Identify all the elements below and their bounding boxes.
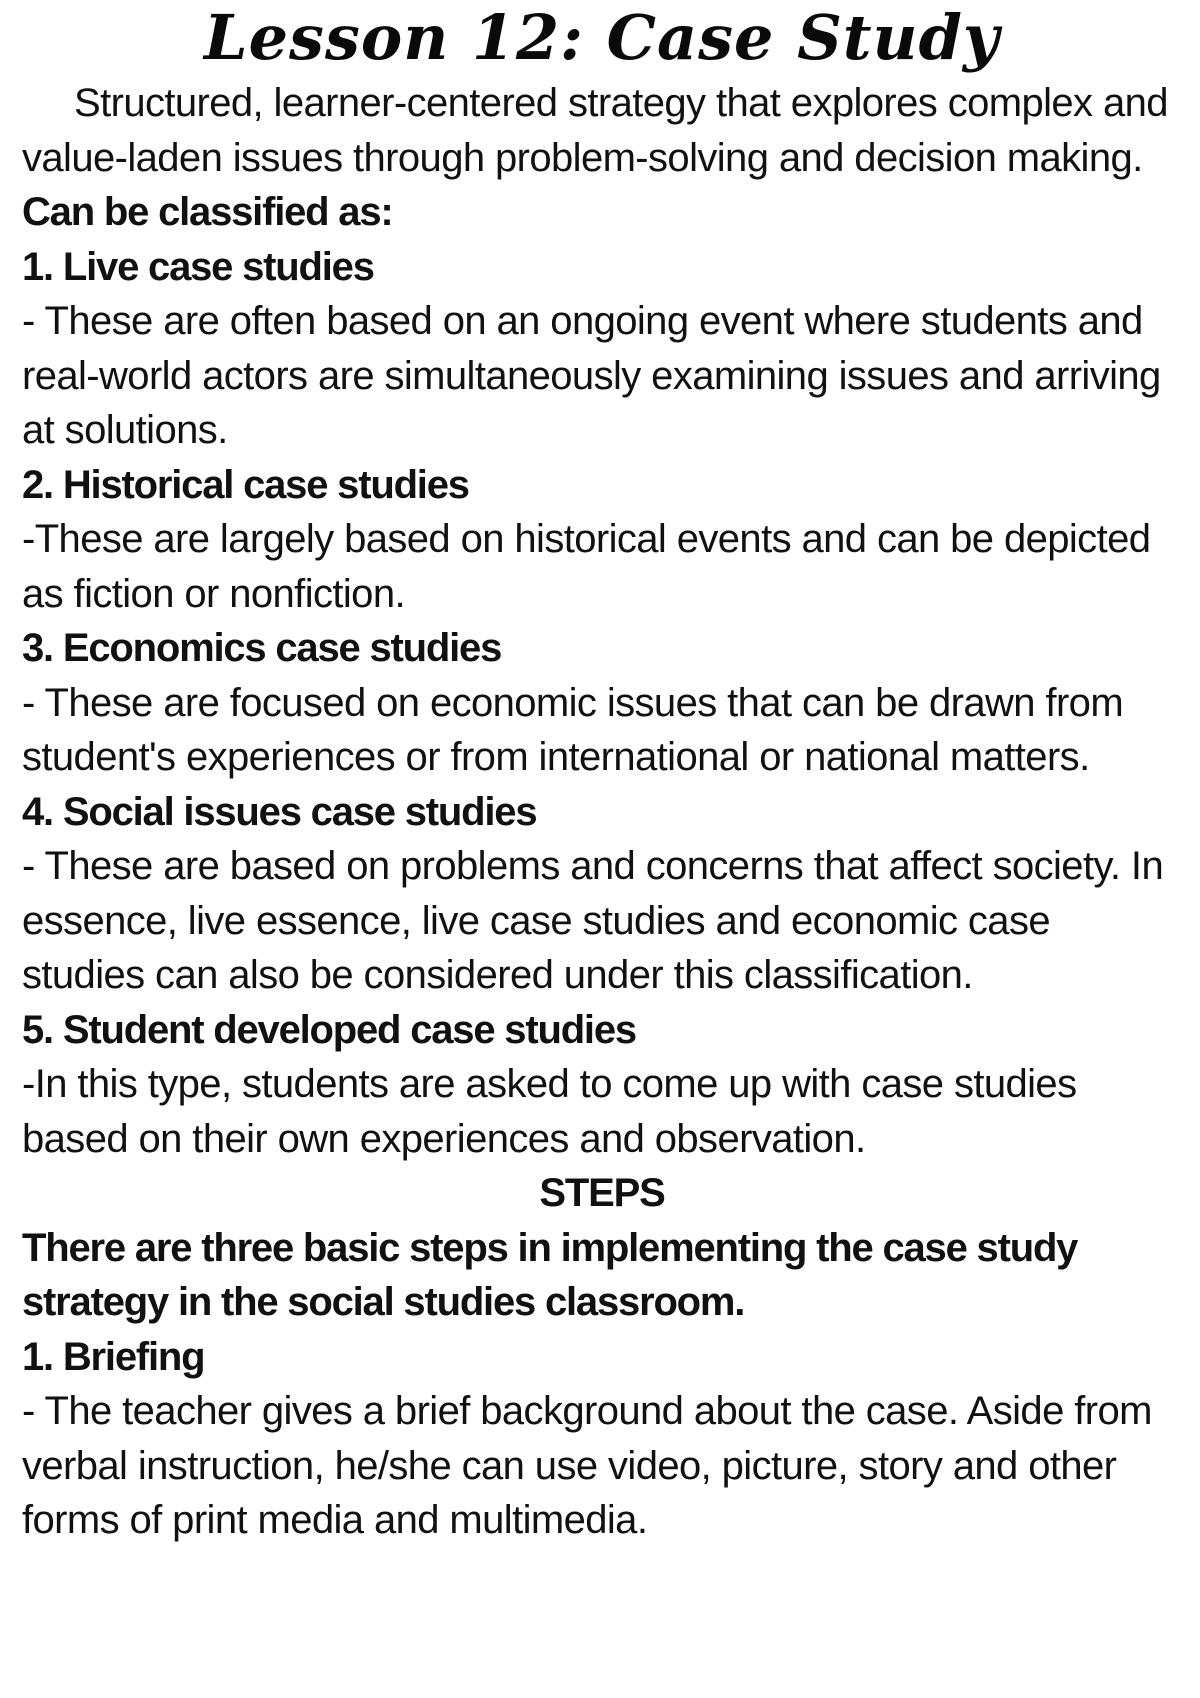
type-heading-economics: 3. Economics case studies	[22, 626, 502, 670]
document-page	[22, 0, 1182, 1548]
type-heading-historical: 2. Historical case studies	[22, 462, 469, 507]
steps-heading: STEPS	[539, 1171, 665, 1215]
step-heading-briefing: 1. Briefing	[22, 1334, 205, 1379]
type-description-student-developed: -In this type, students are asked to come up with case studies based on their own experiences and observation.	[22, 1062, 1077, 1161]
type-heading-student-developed: 5. Student developed case studies	[22, 1007, 636, 1052]
steps-intro: There are three basic steps in implementing the case study strategy in the social studies classroom.	[22, 1225, 1078, 1324]
lesson-title: Lesson 12: Case Study	[204, 1, 1000, 74]
type-description-economics: - These are focused on economic issues that can be drawn from student's experiences or from international or national matters.	[22, 680, 1124, 779]
type-heading-live: 1. Live case studies	[22, 244, 374, 289]
classification-heading: Can be classified as:	[22, 190, 393, 234]
type-description-historical: -These are largely based on historical events and can be depicted as fiction or nonfiction.	[22, 517, 1151, 616]
intro-paragraph: Structured, learner-centered strategy that explores complex and value-laden issues through problem-solving and decision making.	[22, 81, 1168, 180]
step-description-briefing: - The teacher gives a brief background about the case. Aside from verbal instruction, he/she can use video, picture, story and other forms of print media and multimedia.	[22, 1389, 1152, 1542]
type-description-live: - These are often based on an ongoing event where students and real-world actors are simultaneously examining issues and arriving at solutions.	[22, 299, 1161, 452]
type-description-social-issues: - These are based on problems and concerns that affect society. In essence, live essence, live case studies and economic case studies can also be considered under this classification.	[22, 844, 1164, 997]
type-heading-social-issues: 4. Social issues case studies	[22, 789, 537, 834]
